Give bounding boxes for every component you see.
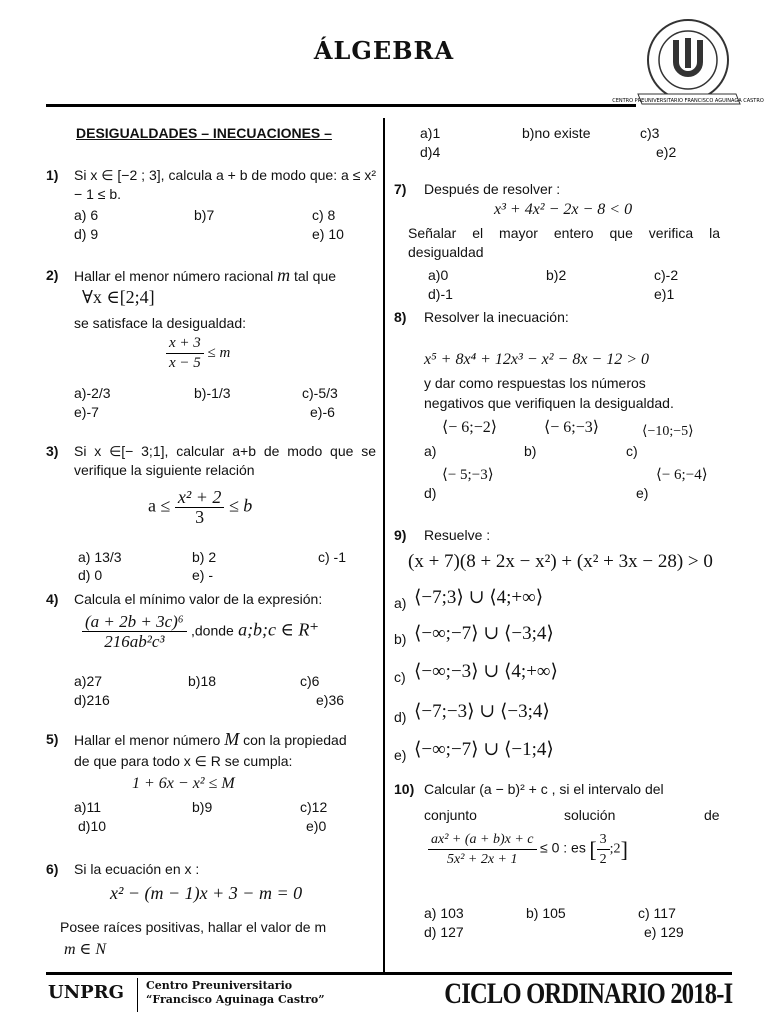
option-a: a)-2/3 (74, 385, 111, 401)
option-c-value: ⟨−10;−5⟩ (642, 424, 694, 439)
option-b-label: b) (524, 443, 537, 459)
option-d: d)216 (74, 692, 110, 708)
option-c-label: c) (394, 669, 406, 685)
left-column (46, 0, 376, 1024)
question-text: Si la ecuación en x : (74, 861, 200, 877)
question-text-2: y dar como respuestas los números (424, 375, 646, 391)
option-e-label: e) (636, 485, 649, 501)
fraction-expression: $\frac{x + 3}{x - 5}$ ≤ m (166, 334, 230, 373)
option-b-label: b) (394, 631, 407, 647)
inequality: (x + 7)(8 + 2x − x²) + (x² + 3x − 28) > 0 (408, 551, 713, 572)
question-number: 7) (394, 181, 407, 197)
right-column (394, 0, 724, 1024)
inequality: x³ + 4x² − 2x − 8 < 0 (494, 201, 633, 218)
footer-separator (137, 978, 138, 1012)
question-text-tail: tal que (293, 268, 337, 284)
fraction-expression: $\frac{\text{ax² + (a + b)x + c}}{\text{5x² + 2x + 1}}$ ≤ 0 : es [ $\frac{3}{2}$ ;2] (428, 830, 628, 869)
option-d: d)4 (420, 144, 441, 160)
option-e: e) 10 (312, 226, 344, 242)
section-title: DESIGUALDADES – INECUACIONES – (76, 125, 332, 141)
option-d-value: ⟨− 5;−3⟩ (442, 467, 494, 483)
option-a: a)27 (74, 673, 103, 689)
option-a-label: a) (394, 595, 407, 611)
question-text-2a: conjunto (424, 807, 477, 823)
option-e: e)0 (306, 818, 327, 834)
option-c: c) 8 (312, 207, 336, 223)
option-e: e)1 (654, 286, 675, 302)
option-b-value: ⟨− 6;−3⟩ (544, 419, 599, 436)
option-b: b)2 (546, 267, 567, 283)
option-c: c)6 (300, 673, 320, 689)
option-b: b)no existe (522, 125, 591, 141)
question-number: 9) (394, 527, 407, 543)
question-number: 1) (46, 167, 59, 183)
option-b: b)7 (194, 207, 215, 223)
option-e: e) 129 (644, 924, 684, 940)
option-d-label: d) (394, 709, 407, 725)
option-a-label: a) (424, 443, 437, 459)
question-text: Calcular (a − b)² + c , si el intervalo del (424, 781, 664, 797)
question-text: Después de resolver : (424, 181, 561, 197)
question-number: 3) (46, 443, 59, 459)
question-text: Resolver la inecuación: (424, 309, 569, 325)
option-a: a) 6 (74, 207, 99, 223)
question-text: Si x ∈ [−2 ; 3], calcula a + b de modo que: a ≤ x² − 1 ≤ b. (74, 167, 376, 202)
question-number: 5) (46, 731, 59, 747)
condition: ∀x ∈[2;4] (82, 287, 155, 307)
column-divider (383, 118, 385, 973)
option-b-value: ⟨−∞;−7⟩ ∪ ⟨−3;4⟩ (414, 623, 554, 644)
option-d: d)-1 (428, 286, 453, 302)
question-number: 6) (46, 861, 59, 877)
option-a: a)11 (74, 799, 101, 815)
question-number: 4) (46, 591, 59, 607)
expression: $\frac{\text{(a + 2b + 3c)⁶}}{\text{216ab²c³}}$ ,donde a;b;c ∈ R⁺ (82, 612, 319, 651)
option-c: c)-5/3 (302, 385, 338, 401)
option-d-value: ⟨−7;−3⟩ ∪ ⟨−3;4⟩ (414, 701, 550, 722)
option-c: c)12 (300, 799, 328, 815)
variable-m: m (277, 265, 291, 285)
question-text: Resuelve : (424, 527, 491, 543)
option-d: d) 9 (74, 226, 99, 242)
question-text-2: Posee raíces positivas, hallar el valor de m (60, 919, 327, 935)
footer-center-line1: Centro Preuniversitario (146, 979, 293, 992)
question-number: 10) (394, 781, 415, 797)
option-d: e)-7 (74, 404, 99, 420)
condition: m ∈ N (64, 941, 107, 958)
option-e: e)36 (316, 692, 345, 708)
option-c: c)-2 (654, 267, 679, 283)
question-text-2b: solución (564, 807, 616, 823)
question-text-3: negativos que verifiquen la desigualdad. (424, 395, 674, 411)
option-d: d)10 (78, 818, 107, 834)
question-number: 2) (46, 267, 59, 283)
option-e: e)2 (656, 144, 677, 160)
footer-cycle: CICLO ORDINARIO 2018-I (443, 977, 732, 1010)
option-b: b) 2 (192, 549, 217, 565)
option-c-label: c) (626, 443, 638, 459)
page-title: ÁLGEBRA (313, 36, 455, 65)
option-c: c)3 (640, 125, 660, 141)
question-text-tail: con la propiedad (243, 732, 347, 748)
option-b: b)18 (188, 673, 217, 689)
question-text: Hallar el menor número racional (74, 268, 274, 284)
option-a: a)0 (428, 267, 449, 283)
question-text-2c: de (704, 807, 720, 823)
question-number: 8) (394, 309, 407, 325)
expression: 1 + 6x − x² ≤ M (132, 775, 235, 792)
option-a: a)1 (420, 125, 441, 141)
logo-band-text: CENTRO PREUNIVERSITARIO FRANCISCO AGUINAGA CASTRO (612, 98, 764, 104)
question-text: Calcula el mínimo valor de la expresión: (74, 591, 323, 607)
option-b: b) 105 (526, 905, 566, 921)
option-b: b)9 (192, 799, 213, 815)
option-c: c) 117 (638, 905, 676, 921)
footer-center (146, 979, 325, 1007)
option-a-value: ⟨−7;3⟩ ∪ ⟨4;+∞⟩ (414, 587, 544, 608)
option-b: b)-1/3 (194, 385, 231, 401)
option-e: e)-6 (310, 404, 335, 420)
question-text: Si x ∈[− 3;1], calcular a+b de modo que se verifique la siguiente relación (74, 443, 376, 478)
option-e-value: ⟨−∞;−7⟩ ∪ ⟨−1;4⟩ (414, 739, 554, 760)
question-text-2: se satisface la desigualdad: (74, 315, 246, 331)
option-e-value: ⟨− 6;−4⟩ (656, 467, 708, 483)
option-d-label: d) (424, 485, 437, 501)
variable-M: M (224, 729, 240, 749)
footer-unprg: UNPRG (48, 982, 125, 1003)
question-text-2: de que para todo x ∈ R se cumpla: (74, 753, 293, 769)
question-text: Hallar el menor número (74, 732, 221, 748)
inequality: x⁵ + 8x⁴ + 12x³ − x² − 8x − 12 > 0 (424, 351, 650, 368)
option-c: c) -1 (318, 549, 346, 565)
option-d: d) 127 (424, 924, 464, 940)
option-e: e) - (192, 567, 213, 583)
option-d: d) 0 (78, 567, 103, 583)
option-a-value: ⟨− 6;−2⟩ (442, 419, 497, 436)
option-a: a) 103 (424, 905, 464, 921)
option-c-value: ⟨−∞;−3⟩ ∪ ⟨4;+∞⟩ (414, 661, 558, 682)
equation: x² − (m − 1)x + 3 − m = 0 (110, 883, 303, 903)
footer-center-line2: “Francisco Aguinaga Castro” (146, 993, 325, 1006)
option-e-label: e) (394, 747, 407, 763)
question-text-2: Señalar el mayor entero que verifica la desigualdad (408, 225, 720, 260)
relation: a ≤ $\frac{\text{x² + 2}}{3}$ ≤ b (148, 487, 253, 527)
option-a: a) 13/3 (78, 549, 122, 565)
